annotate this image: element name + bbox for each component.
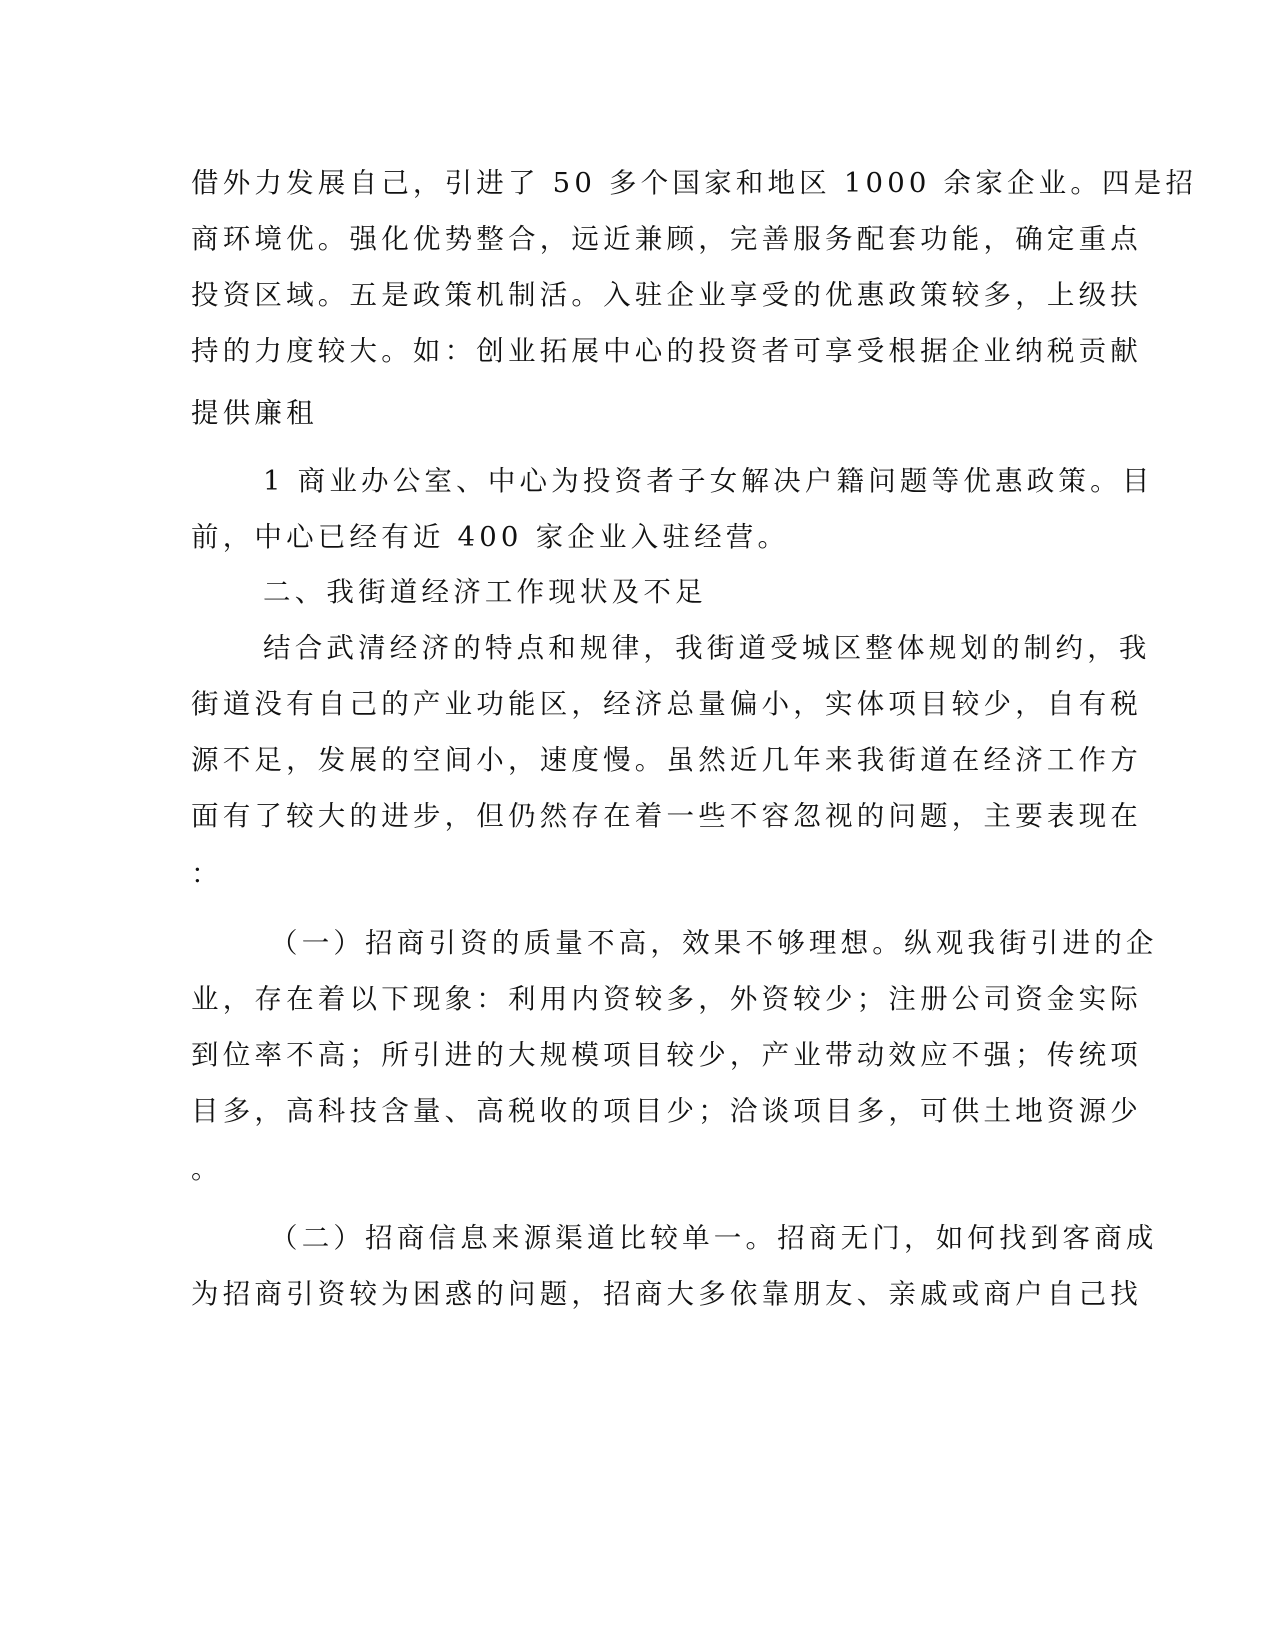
text-line: 面有了较大的进步，但仍然存在着一些不容忽视的问题，主要表现在 [191,800,1142,832]
text-line: ： [191,858,223,890]
text-line: 借外力发展自己，引进了 50 多个国家和地区 1000 余家企业。四是招 [191,167,1198,199]
text-line: 源不足，发展的空间小，速度慢。虽然近几年来我街道在经济工作方 [191,744,1142,776]
text-line: 街道没有自己的产业功能区，经济总量偏小，实体项目较少，自有税 [191,688,1142,720]
subsection-paragraph: （一）招商引资的质量不高，效果不够理想。纵观我街引进的企 [270,927,1158,959]
paragraph-start: 结合武清经济的特点和规律，我街道受城区整体规划的制约，我 [263,632,1151,664]
text-line: 前，中心已经有近 400 家企业入驻经营。 [191,521,790,553]
text-line: 投资区域。五是政策机制活。入驻企业享受的优惠政策较多，上级扶 [191,279,1142,311]
text-line: 。 [191,1153,223,1185]
text-line: 到位率不高；所引进的大规模项目较少，产业带动效应不强；传统项 [191,1039,1142,1071]
subsection-paragraph: （二）招商信息来源渠道比较单一。招商无门，如何找到客商成 [270,1222,1158,1254]
paragraph-start: 1 商业办公室、中心为投资者子女解决户籍问题等优惠政策。目 [263,465,1154,497]
text-line: 业，存在着以下现象：利用内资较多，外资较少；注册公司资金实际 [191,983,1142,1015]
text-line: 商环境优。强化优势整合，远近兼顾，完善服务配套功能，确定重点 [191,223,1142,255]
section-heading: 二、我街道经济工作现状及不足 [263,576,707,608]
text-line: 提供廉租 [191,397,318,429]
text-line: 为招商引资较为困惑的问题，招商大多依靠朋友、亲戚或商户自己找 [191,1278,1142,1310]
text-line: 持的力度较大。如：创业拓展中心的投资者可享受根据企业纳税贡献 [191,335,1142,367]
text-line: 目多，高科技含量、高税收的项目少；洽谈项目多，可供土地资源少 [191,1095,1142,1127]
